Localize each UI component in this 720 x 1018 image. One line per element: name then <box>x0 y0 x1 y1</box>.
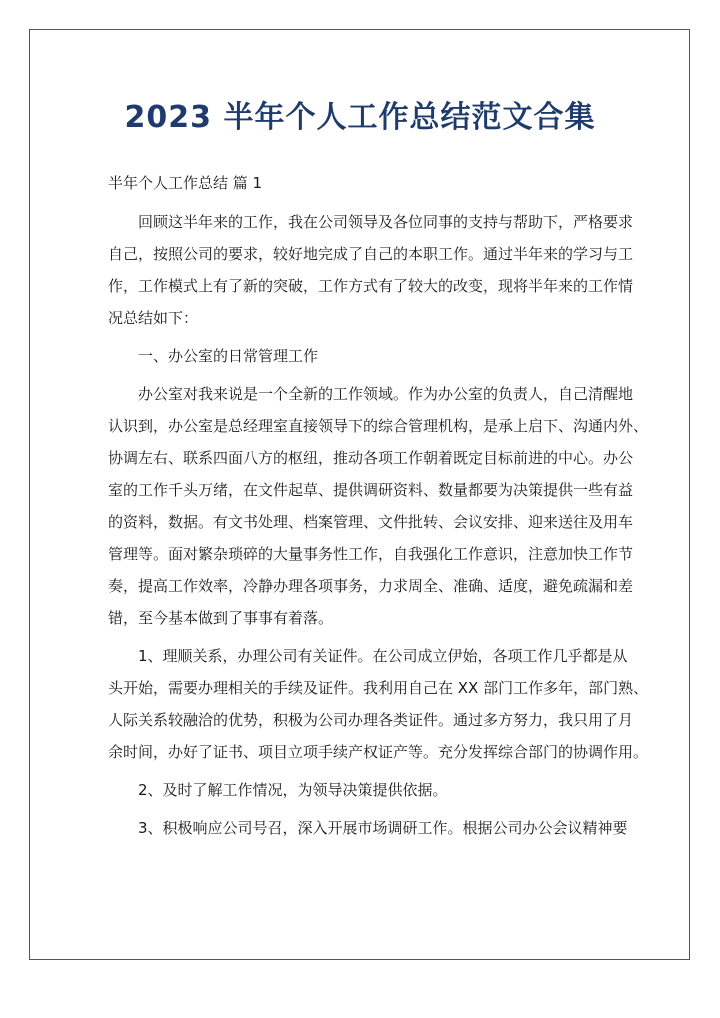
paragraph-item-1 <box>108 640 649 768</box>
text-line: 回顾这半年来的工作，我在公司领导及各位同事的支持与帮助下，严格要求 <box>138 213 634 231</box>
text-line: 室的工作千头万绪，在文件起草、提供调研资料、数量都要为决策提供一些有益 <box>108 481 634 499</box>
text-line: 1、理顺关系，办理公司有关证件。在公司成立伊始，各项工作几乎都是从 <box>138 647 628 665</box>
section-heading: 半年个人工作总结 篇 1 <box>108 174 263 192</box>
text-line: 作，工作模式上有了新的突破，工作方式有了较大的改变，现将半年来的工作情 <box>108 277 634 295</box>
text-line: 协调左右、联系四面八方的枢纽，推动各项工作朝着既定目标前进的中心。办公 <box>108 449 634 467</box>
document-title: 2023 半年个人工作总结范文合集 <box>124 100 596 135</box>
text-line: 人际关系较融洽的优势，积极为公司办理各类证件。通过多方努力，我只用了月 <box>108 711 634 729</box>
paragraph-item-2 <box>108 774 613 806</box>
text-line: 自己，按照公司的要求，较好地完成了自己的本职工作。通过半年来的学习与工 <box>108 245 634 263</box>
subsection-heading <box>108 340 613 372</box>
paragraph-intro <box>108 206 634 334</box>
text-line: 一、办公室的日常管理工作 <box>138 347 319 365</box>
text-line: 管理等。面对繁杂琐碎的大量事务性工作，自我强化工作意识，注意加快工作节 <box>108 545 634 563</box>
paragraph-item-3 <box>108 812 628 844</box>
text-line: 奏，提高工作效率，冷静办理各项事务，力求周全、准确、适度，避免疏漏和差 <box>108 577 634 595</box>
text-line: 3、积极响应公司号召，深入开展市场调研工作。根据公司办公会议精神要 <box>138 819 628 837</box>
text-line: 错，至今基本做到了事事有着落。 <box>108 609 334 627</box>
text-line: 认识到，办公室是总经理室直接领导下的综合管理机构，是承上启下、沟通内外、 <box>108 417 649 435</box>
document-body <box>108 168 649 844</box>
text-line: 余时间，办好了证书、项目立项手续产权证产等。充分发挥综合部门的协调作用。 <box>108 743 649 761</box>
paragraph-office-work <box>108 378 649 634</box>
text-line: 2、及时了解工作情况，为领导决策提供依据。 <box>138 781 448 799</box>
text-line: 办公室对我来说是一个全新的工作领域。作为办公室的负责人，自己清醒地 <box>138 385 634 403</box>
text-line: 况总结如下： <box>108 309 199 327</box>
text-line: 的资料，数据。有文书处理、档案管理、文件批转、会议安排、迎来送往及用车 <box>108 513 634 531</box>
text-line: 头开始，需要办理相关的手续及证件。我利用自己在 XX 部门工作多年，部门熟、 <box>108 679 649 697</box>
